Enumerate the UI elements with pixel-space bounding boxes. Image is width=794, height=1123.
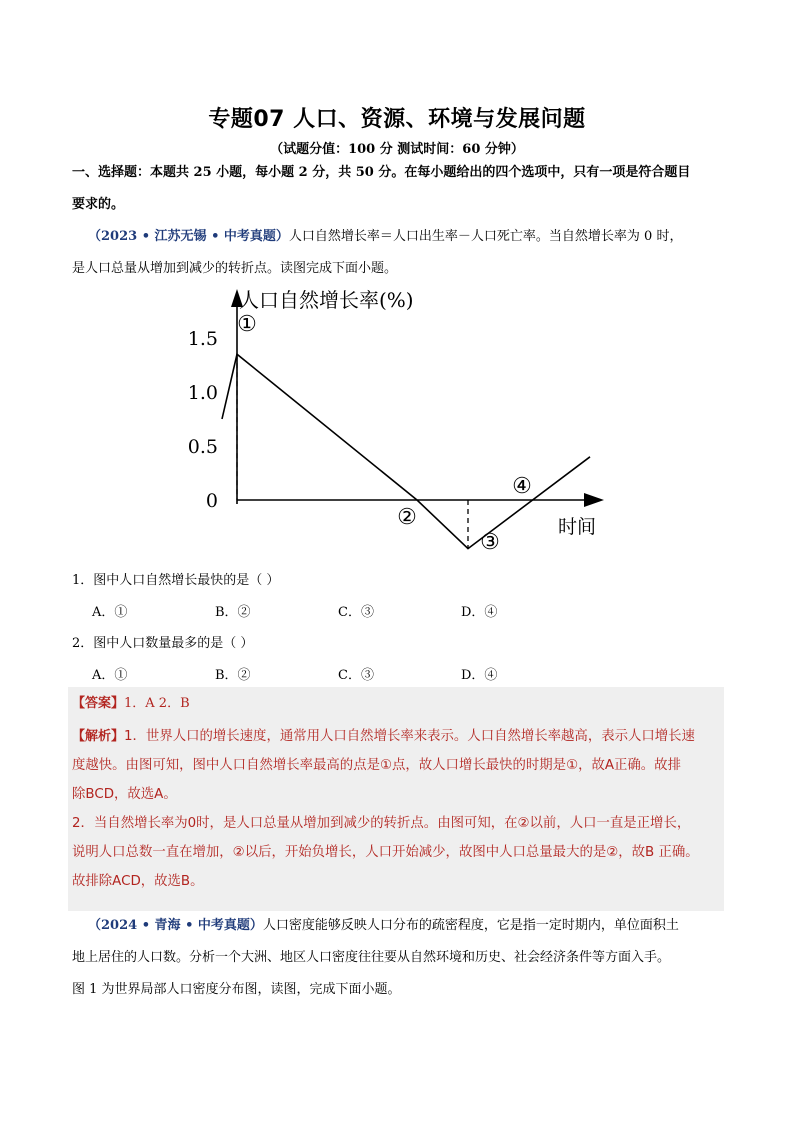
question-group-2-intro: [88, 913, 728, 939]
point-label: ①: [237, 312, 257, 337]
point-label: ③: [480, 530, 500, 555]
y-tick-label: 1.5: [187, 328, 218, 350]
analysis-line: 除BCD，故选A。: [72, 787, 177, 802]
option-c[interactable]: C．③: [338, 668, 374, 683]
question-1-text: 1．图中人口自然增长最快的是（ ）: [72, 573, 280, 588]
question-2-text: 2．图中人口数量最多的是（ ）: [72, 636, 254, 651]
question-2-options: [92, 664, 652, 683]
x-axis-label: 时间: [558, 516, 597, 538]
point-label: ④: [512, 474, 532, 499]
option-a[interactable]: A．①: [92, 668, 128, 683]
analysis-line: 度越快。由图可知，图中人口自然增长率最高的点是①点，故人口增长最快的时期是①，故A正确。故排: [72, 758, 681, 773]
option-a[interactable]: A．①: [92, 605, 128, 620]
y-tick-label: 0: [205, 490, 218, 512]
y-axis-label: 人口自然增长率(%): [239, 288, 414, 312]
y-tick-label: 0.5: [187, 436, 218, 458]
question-group-2-intro-line3: 图 1 为世界局部人口密度分布图，读图，完成下面小题。: [72, 982, 401, 997]
option-d[interactable]: D．④: [461, 668, 498, 683]
question-group-1-intro-line2: 是人口总量从增加到减少的转折点。读图完成下面小题。: [72, 261, 398, 276]
analysis-line: 说明人口总数一直在增加，②以后，开始负增长，人口开始减少，故图中人口总量最大的是②，故B 正确。: [72, 845, 699, 860]
answer-label: 【答案】: [72, 696, 125, 711]
section-instruction-line1: 一、选择题：本题共 25 小题，每小题 2 分，共 50 分。在每小题给出的四个选项中，只有一项是符合题目: [72, 165, 691, 180]
question-group-1-intro: [88, 224, 728, 250]
analysis-label: 【解析】: [72, 729, 125, 744]
point-label: ②: [397, 505, 417, 530]
x-axis-arrow: [584, 493, 604, 507]
source-label: （2023 • 江苏无锡 • 中考真题）: [88, 229, 289, 244]
answer-line: [72, 691, 190, 717]
intro-text: 人口自然增长率＝人口出生率－人口死亡率。当自然增长率为 0 时，: [288, 229, 683, 244]
answer-value: 1．A 2．B: [124, 696, 190, 711]
section-instruction-line2: 要求的。: [72, 197, 125, 212]
question-1-options: [92, 601, 652, 620]
analysis-line: 2．当自然增长率为0时，是人口总量从增加到减少的转折点。由图可知，在②以前，人口一直是正增长，: [72, 816, 691, 831]
option-b[interactable]: B．②: [215, 668, 251, 683]
question-group-2-intro-line2: 地上居住的人口数。分析一个大洲、地区人口密度往往要从自然环境和历史、社会经济条件等方面入手。: [72, 950, 671, 965]
analysis-line: 1．世界人口的增长速度，通常用人口自然增长率来表示。人口自然增长率越高，表示人口增长速: [124, 729, 695, 744]
analysis-block: [72, 722, 732, 896]
chart-layer: [188, 288, 604, 555]
source-label: （2024 • 青海 • 中考真题）: [88, 918, 263, 933]
analysis-line: 故排除ACD，故选B。: [72, 874, 204, 889]
option-b[interactable]: B．②: [215, 605, 251, 620]
option-c[interactable]: C．③: [338, 605, 374, 620]
intro-text: 人口密度能够反映人口分布的疏密程度，它是指一定时期内，单位面积土: [262, 918, 679, 933]
page-subtitle: （试题分值：100 分 测试时间：60 分钟）: [270, 142, 524, 157]
option-d[interactable]: D．④: [461, 605, 498, 620]
page-title: 专题07 人口、资源、环境与发展问题: [208, 107, 586, 132]
y-tick-label: 1.0: [187, 382, 218, 404]
population-growth-chart: [180, 283, 620, 558]
